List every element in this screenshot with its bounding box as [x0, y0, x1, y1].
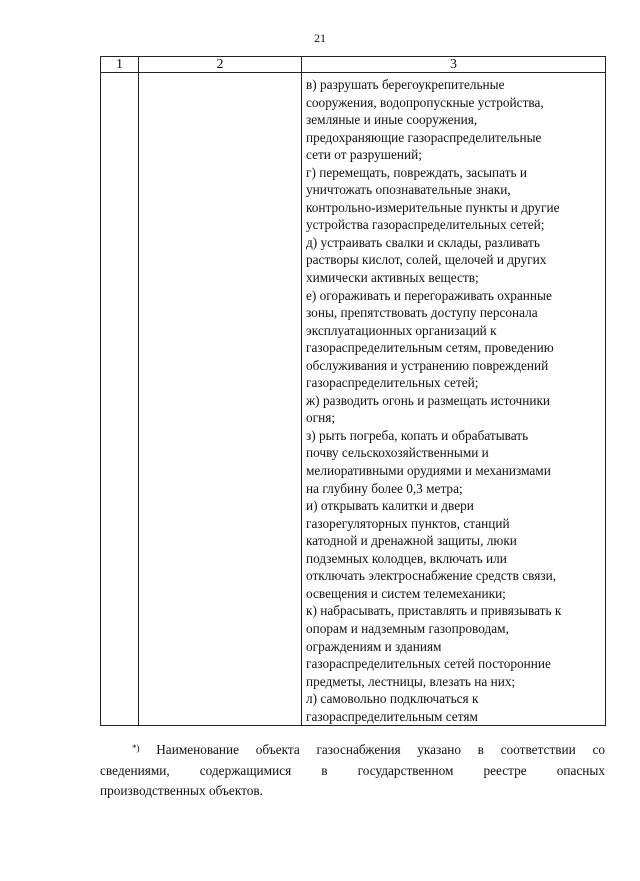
- text-line: ж) разводить огонь и размещать источники: [306, 392, 551, 408]
- text-line: катодной и дренажной защиты, люки: [306, 533, 517, 549]
- text-line: подземных колодцев, включать или: [306, 550, 507, 566]
- text-line: з) рыть погреба, копать и обрабатывать: [306, 427, 529, 443]
- page-number: 21: [314, 31, 326, 45]
- text-line: ограждениям и зданиям: [306, 638, 442, 654]
- text-line: в) разрушать берегоукрепительные: [306, 77, 505, 92]
- text-line: эксплуатационных организаций к: [306, 322, 497, 338]
- text-line: предметы, лестницы, влезать на них;: [306, 673, 516, 689]
- text-line: и) открывать калитки и двери: [306, 498, 474, 514]
- text-line: предохраняющие газораспределительные: [306, 129, 542, 145]
- table-row: [101, 73, 606, 726]
- text-line: опорам и надземным газопроводам,: [306, 620, 509, 636]
- text-line: газораспределительным сетям, проведению: [306, 340, 554, 356]
- text-line: л) самовольно подключаться к: [306, 691, 479, 707]
- text-line: газораспределительным сетям: [306, 708, 478, 724]
- text-line: г) перемещать, повреждать, засыпать и: [306, 164, 528, 180]
- column-header-3: 3: [302, 57, 606, 73]
- footnote-line: [100, 740, 605, 761]
- text-line: газорегуляторных пунктов, станций: [306, 515, 510, 531]
- text-line: огня;: [306, 410, 336, 426]
- text-line: к) набрасывать, приставлять и привязывать к: [306, 603, 562, 619]
- text-line: мелиоративными орудиями и механизмами: [306, 463, 551, 479]
- text-line: освещения и систем телемеханики;: [306, 585, 506, 601]
- text-line: е) огораживать и перегораживать охранные: [306, 287, 552, 303]
- text-line: почву сельскохозяйственными и: [306, 445, 489, 461]
- cell-column-3: [302, 73, 606, 726]
- text-line: обслуживания и устранению повреждений: [306, 357, 549, 373]
- footnote-text: Наименование объекта газоснабжения указано в соответствии со: [156, 742, 606, 757]
- text-line: растворы кислот, солей, щелочей и других: [306, 252, 547, 268]
- cell-column-2: [139, 73, 302, 726]
- text-line: сооружения, водопропускные устройства,: [306, 94, 544, 110]
- cell-column-1: [101, 73, 139, 726]
- column-header-1: 1: [101, 57, 139, 73]
- document-table: [100, 56, 606, 726]
- text-line: земляные и иные сооружения,: [306, 112, 478, 128]
- text-line: на глубину более 0,3 метра;: [306, 480, 463, 496]
- text-line: газораспределительных сетей посторонние: [306, 656, 551, 672]
- text-line: химически активных веществ;: [306, 270, 479, 286]
- footnote: [100, 740, 605, 802]
- footnote-line: производственных объектов.: [100, 783, 263, 798]
- footnote-marker: *): [132, 743, 140, 753]
- text-line: д) устраивать свалки и склады, разливать: [306, 234, 540, 250]
- column-header-2: 2: [139, 57, 302, 73]
- text-line: зоны, препятствовать доступу персонала: [306, 305, 538, 321]
- text-line: устройства газораспределительных сетей;: [306, 217, 545, 233]
- table-header-row: [101, 57, 606, 73]
- text-line: отключать электроснабжение средств связи,: [306, 568, 557, 584]
- text-line: уничтожать опознавательные знаки,: [306, 182, 511, 198]
- text-line: контрольно-измерительные пункты и другие: [306, 199, 560, 215]
- text-line: сети от разрушений;: [306, 147, 422, 163]
- text-line: газораспределительных сетей;: [306, 375, 479, 391]
- footnote-line: сведениями, содержащимися в государственном реестре опасных: [100, 762, 605, 778]
